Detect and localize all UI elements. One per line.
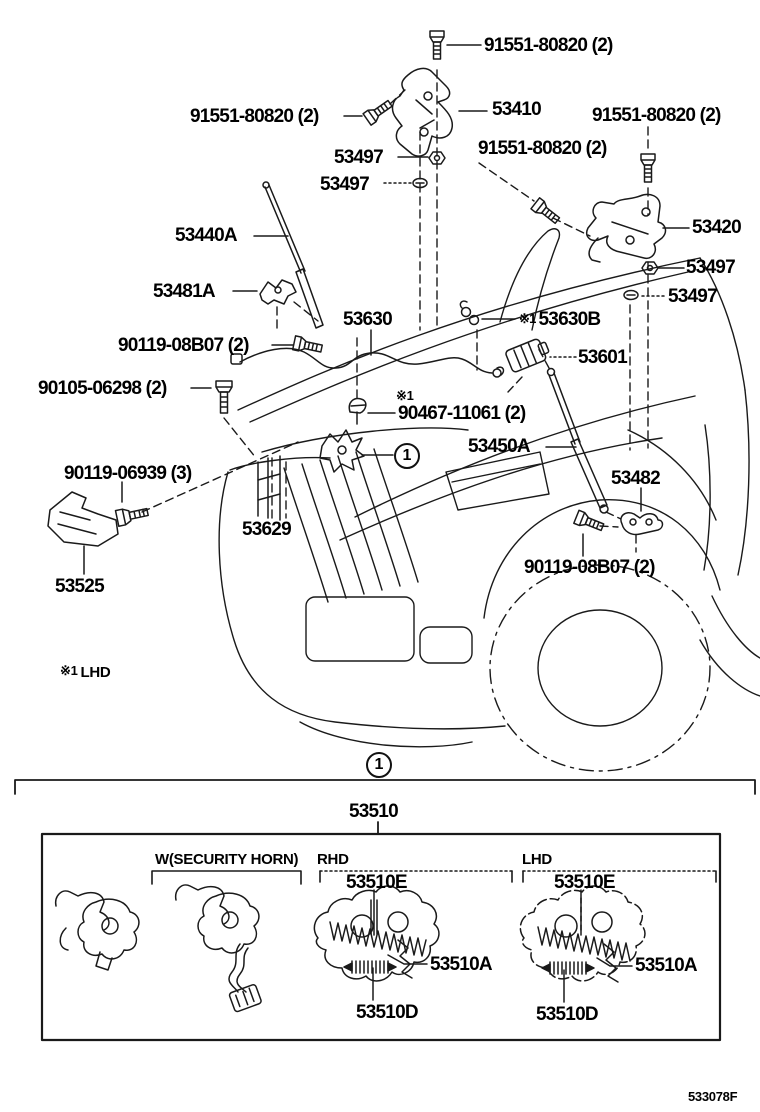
callout-1-bottom: 1 <box>366 752 392 778</box>
part-label-53630b-text: 53630B <box>538 309 601 330</box>
part-label-53481a: 53481A <box>153 281 215 302</box>
part-label-53497-d: 53497 <box>668 286 717 307</box>
part-label-90105-06298: 90105-06298 (2) <box>38 378 167 399</box>
lock-security-horn-glyph <box>176 885 262 1012</box>
part-label-53630: 53630 <box>343 309 392 330</box>
part-label-53482: 53482 <box>611 468 660 489</box>
bolt-08b07-b-glyph <box>574 510 605 533</box>
footnote-mark-53630b: ※1 <box>519 311 536 326</box>
part-label-53510d-lhd: 53510D <box>536 1004 598 1025</box>
vehicle-body <box>219 229 760 771</box>
lock-rhd-glyph <box>314 886 439 981</box>
part-label-53525: 53525 <box>55 576 104 597</box>
hood-hinge-rh-glyph <box>393 68 453 156</box>
lock-plain-glyph <box>56 891 139 970</box>
hood-support-rear-glyph <box>548 369 609 514</box>
support-bracket-glyph <box>621 513 663 535</box>
bolt-08b07-a-glyph <box>293 336 323 356</box>
footnote-lhd <box>60 664 110 680</box>
part-label-53510a-rhd: 53510A <box>430 954 492 975</box>
clip-b-glyph <box>624 291 638 300</box>
footnote-lhd-mark: ※1 <box>60 663 78 678</box>
support-clamp-glyph <box>260 280 296 304</box>
part-label-53510e-lhd: 53510E <box>554 872 615 893</box>
bolt-top-glyph <box>430 31 444 59</box>
part-label-90119-08b07-b: 90119-08B07 (2) <box>524 557 655 578</box>
footnote-lhd-value: LHD <box>80 664 111 681</box>
part-label-53629: 53629 <box>242 519 291 540</box>
hood-hinge-lh-glyph <box>587 194 666 262</box>
part-label-53510e-rhd: 53510E <box>346 872 407 893</box>
part-label-53420: 53420 <box>692 217 741 238</box>
clip-11061-glyph <box>349 399 366 424</box>
rhd-label: RHD <box>317 851 349 868</box>
bolt-mid-glyph <box>531 198 562 226</box>
bolt-06939-glyph <box>115 504 149 526</box>
lhd-bracket <box>523 871 716 882</box>
part-label-53510d-rhd: 53510D <box>356 1002 418 1023</box>
part-label-53497-a: 53497 <box>334 147 383 168</box>
part-label-90467-11061: 90467-11061 (2) <box>398 403 526 424</box>
part-label-53510a-lhd: 53510A <box>635 955 697 976</box>
part-label-53510: 53510 <box>349 801 398 822</box>
part-label-90119-06939: 90119-06939 (3) <box>64 463 192 484</box>
part-label-91551-right: 91551-80820 (2) <box>592 105 721 126</box>
part-label-53630b <box>519 310 600 329</box>
part-label-53601: 53601 <box>578 347 627 368</box>
part-label-91551-top: 91551-80820 (2) <box>484 35 613 56</box>
part-label-91551-mid: 91551-80820 (2) <box>478 138 607 159</box>
part-label-53440a: 53440A <box>175 225 237 246</box>
bolt-right-glyph <box>641 154 655 182</box>
security-horn-label: W(SECURITY HORN) <box>155 851 299 868</box>
part-label-53450a: 53450A <box>468 436 530 457</box>
part-label-53497-b: 53497 <box>320 174 369 195</box>
security-horn-bracket <box>152 871 301 884</box>
part-label-91551-left: 91551-80820 (2) <box>190 106 319 127</box>
fender-seal-glyph <box>48 492 118 546</box>
lock-lhd-glyph <box>520 886 645 982</box>
courtesy-switch-glyph <box>505 336 552 373</box>
figure-code: 533078F <box>688 1089 738 1104</box>
callout-1-main: 1 <box>394 443 420 469</box>
cable-clip-glyph <box>460 301 478 324</box>
lhd-label: LHD <box>522 851 552 868</box>
bolt-06298-glyph <box>216 381 232 413</box>
bolt-left-glyph <box>363 98 394 126</box>
hood-lock-area-glyph <box>258 430 364 520</box>
hood-support-front-glyph <box>263 182 323 328</box>
footnote-mark-90467: ※1 <box>396 388 414 403</box>
dotted-leaders <box>384 183 664 357</box>
part-label-90119-08b07-a: 90119-08B07 (2) <box>118 335 249 356</box>
part-label-53410: 53410 <box>492 99 541 120</box>
part-label-53497-c: 53497 <box>686 257 735 278</box>
